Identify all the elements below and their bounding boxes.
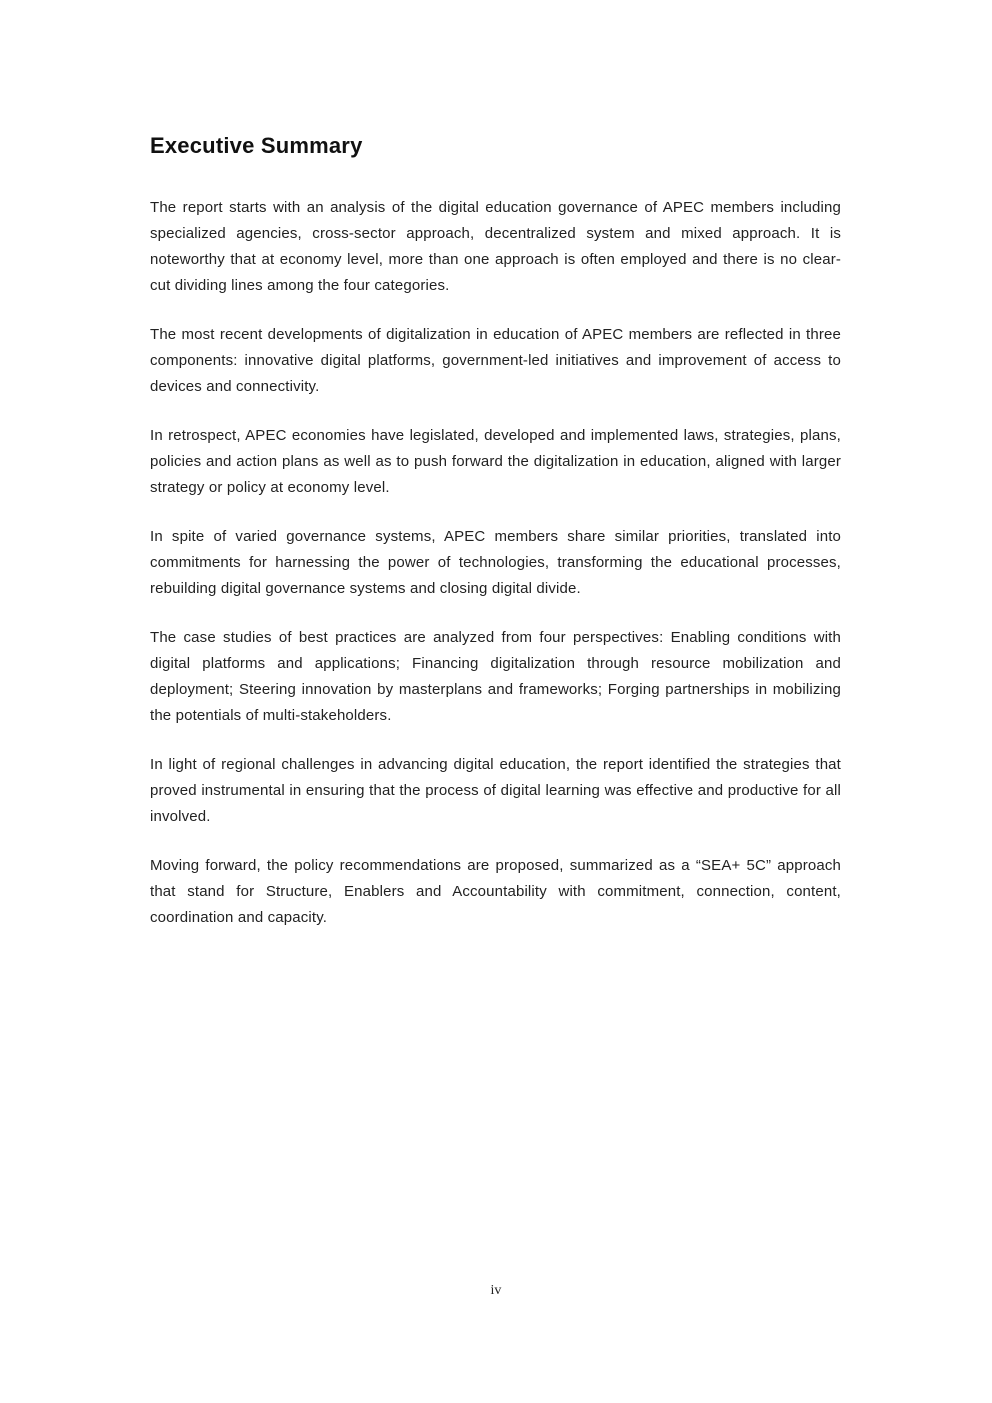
page-title: Executive Summary — [150, 133, 363, 158]
paragraph-recommendations: Moving forward, the policy recommendations are proposed, summarized as a “SEA+ 5C” approach that stand for Structure, Enablers and Accountability with commitment, connection, content, coordination and capacity. — [150, 857, 841, 926]
paragraph-priorities: In spite of varied governance systems, APEC members share similar priorities, translated into commitments for harnessing the power of technologies, transforming the educational processes, rebuilding digital governance systems and closing digital divide. — [150, 528, 841, 597]
paragraph-case-studies: The case studies of best practices are analyzed from four perspectives: Enabling conditions with digital platforms and applications; Financing digitalization through resource mobilization and deployment; Steering innovation by masterplans and frameworks; Forging partnerships in mobilizing the potentials of multi-stakeholders. — [150, 629, 841, 724]
paragraph-retrospect: In retrospect, APEC economies have legislated, developed and implemented laws, strategies, plans, policies and action plans as well as to push forward the digitalization in education, aligned with larger strategy or policy at economy level. — [150, 427, 841, 496]
paragraph-governance: The report starts with an analysis of the digital education governance of APEC members including specialized agencies, cross-sector approach, decentralized system and mixed approach. It is noteworthy that at economy level, more than one approach is often employed and there is no clear-cut dividing lines among the four categories. — [150, 199, 841, 294]
paragraph-recent-developments: The most recent developments of digitalization in education of APEC members are reflected in three components: innovative digital platforms, government-led initiatives and improvement of access to devices and connectivity. — [150, 326, 841, 395]
paragraph-regional-challenges: In light of regional challenges in advancing digital education, the report identified the strategies that proved instrumental in ensuring that the process of digital learning was effective and productive for all involved. — [150, 756, 841, 825]
summary-body — [150, 195, 841, 954]
page-number: iv — [490, 1283, 502, 1298]
